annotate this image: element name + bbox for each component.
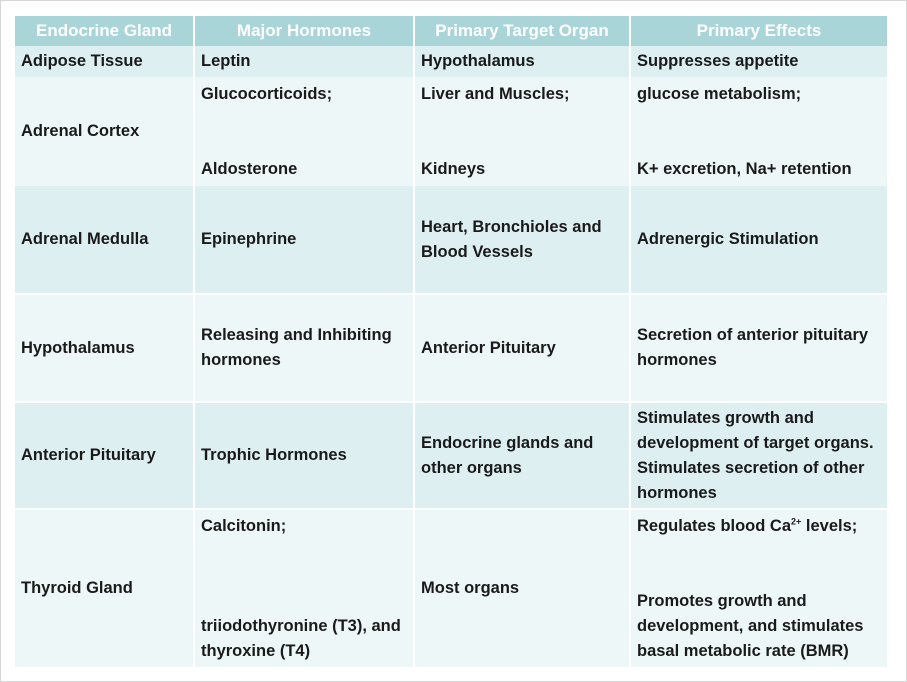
table-row xyxy=(15,77,887,186)
table-row xyxy=(15,186,887,294)
cell-effect: Suppresses appetite xyxy=(630,46,887,77)
effect-line-2: K+ excretion, Na+ retention xyxy=(637,159,852,178)
cell-gland: Hypothalamus xyxy=(15,294,194,402)
cell-gland: Adrenal Cortex xyxy=(15,77,194,186)
cell-hormone: Releasing and Inhibiting hormones xyxy=(194,294,414,402)
cell-hormone: Trophic Hormones xyxy=(194,402,414,509)
cell-target: Anterior Pituitary xyxy=(414,294,630,402)
cell-target: Most organs xyxy=(414,509,630,667)
cell-effect: Adrenergic Stimulation xyxy=(630,186,887,294)
hormone-line-2: Aldosterone xyxy=(201,159,298,178)
cell-effect: Stimulates growth and development of target organs. Stimulates secretion of other hormones xyxy=(630,402,887,509)
table-row xyxy=(15,294,887,402)
hormone-line-1: Calcitonin; xyxy=(201,516,287,535)
cell-hormone: Epinephrine xyxy=(194,186,414,294)
header-hormones: Major Hormones xyxy=(194,16,414,46)
cell-hormone xyxy=(194,77,414,186)
cell-effect xyxy=(630,509,887,667)
endocrine-table xyxy=(15,16,887,667)
target-line-1: Liver and Muscles; xyxy=(421,84,570,103)
cell-gland: Thyroid Gland xyxy=(15,509,194,667)
table-row xyxy=(15,46,887,77)
effect-line-1 xyxy=(637,514,881,539)
cell-hormone: Leptin xyxy=(194,46,414,77)
effect-line-2: Promotes growth and development, and stimulates basal metabolic rate (BMR) xyxy=(637,591,864,660)
header-row xyxy=(15,16,887,46)
cell-target: Hypothalamus xyxy=(414,46,630,77)
hormone-line-2: triiodothyronine (T3), and thyroxine (T4) xyxy=(201,616,401,660)
effect-text: levels; xyxy=(801,516,858,535)
table-row xyxy=(15,509,887,667)
target-line-2: Kidneys xyxy=(421,159,486,178)
header-gland: Endocrine Gland xyxy=(15,16,194,46)
cell-target: Heart, Bronchioles and Blood Vessels xyxy=(414,186,630,294)
effect-text: Regulates blood Ca xyxy=(637,516,792,535)
cell-gland: Adipose Tissue xyxy=(15,46,194,77)
cell-effect xyxy=(630,77,887,186)
header-target: Primary Target Organ xyxy=(414,16,630,46)
hormone-line-1: Glucocorticoids; xyxy=(201,84,333,103)
cell-gland: Anterior Pituitary xyxy=(15,402,194,509)
cell-effect: Secretion of anterior pituitary hormones xyxy=(630,294,887,402)
cell-gland: Adrenal Medulla xyxy=(15,186,194,294)
table-row xyxy=(15,402,887,509)
cell-target xyxy=(414,77,630,186)
superscript: 2+ xyxy=(791,516,802,526)
cell-target: Endocrine glands and other organs xyxy=(414,402,630,509)
effect-line-1: glucose metabolism; xyxy=(637,84,802,103)
header-effects: Primary Effects xyxy=(630,16,887,46)
cell-hormone xyxy=(194,509,414,667)
